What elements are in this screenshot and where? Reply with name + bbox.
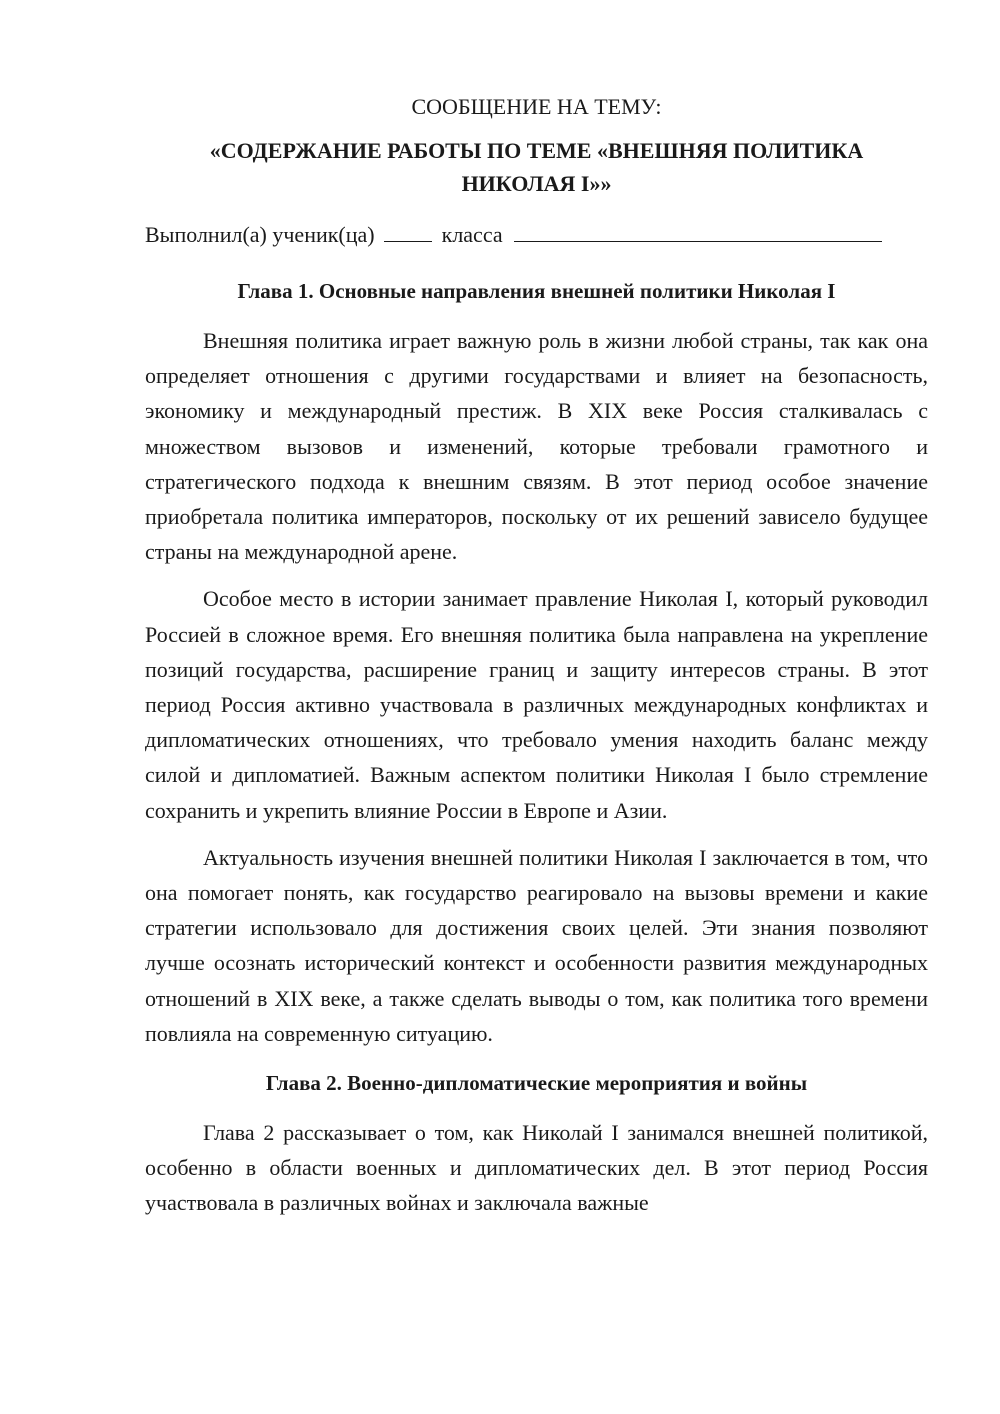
chapter-2-paragraph-1: Глава 2 рассказывает о том, как Николай I занимался внешней политикой, особенно в области военных и дипломатических дел. В этот период Россия участвовала в различных войнах и заключала важные bbox=[145, 1120, 928, 1216]
author-line bbox=[145, 220, 928, 250]
chapter-1-paragraph-3: Актуальность изучения внешней политики Николая I заключается в том, что она помогает понять, как государство реагировало на вызовы времени и какие стратегии использовало для достижения своих целей. Эти знания позволяют лучше осознать исторический контекст и особенности развития международных отношений в XIX веке, а также сделать выводы о том, как политика того времени повлияла на современную ситуацию. bbox=[145, 844, 928, 1046]
chapter-1-title: Глава 1. Основные направления внешней политики Николая I bbox=[237, 279, 836, 303]
document-page bbox=[145, 92, 928, 1233]
performed-by-label: Выполнил(а) ученик(ца) bbox=[145, 222, 375, 247]
chapter-1-paragraph-1: Внешняя политика играет важную роль в жизни любой страны, так как она определяет отношения с другими государствами и влияет на безопасность, экономику и международный престиж. В XIX веке Россия сталкивалась с множеством вызовов и изменений, которые требовали грамотного и стратегического подхода к внешним связям. В этот период особое значение приобретала политика императоров, поскольку от их решений зависело будущее страны на международной арене. bbox=[145, 328, 928, 565]
document-heading: СООБЩЕНИЕ НА ТЕМУ: bbox=[411, 94, 662, 119]
document-title: «СОДЕРЖАНИЕ РАБОТЫ ПО ТЕМЕ «ВНЕШНЯЯ ПОЛИТИКА НИКОЛАЯ I»» bbox=[209, 138, 864, 196]
student-name-blank bbox=[514, 223, 882, 242]
chapter-1-paragraph-2: Особое место в истории занимает правление Николая I, который руководил Россией в сложное время. Его внешняя политика была направлена на укрепление позиций государства, расширение границ и защиту интересов страны. В этот период Россия активно участвовала в различных международных конфликтах и дипломатических отношениях, что требовало умения находить баланс между силой и дипломатией. Важным аспектом политики Николая I было стремление сохранить и укрепить влияние России в Европе и Азии. bbox=[145, 586, 928, 823]
class-label: класса bbox=[441, 222, 503, 247]
chapter-2-title: Глава 2. Военно-дипломатические мероприятия и войны bbox=[265, 1071, 808, 1096]
class-number-blank bbox=[384, 223, 432, 242]
